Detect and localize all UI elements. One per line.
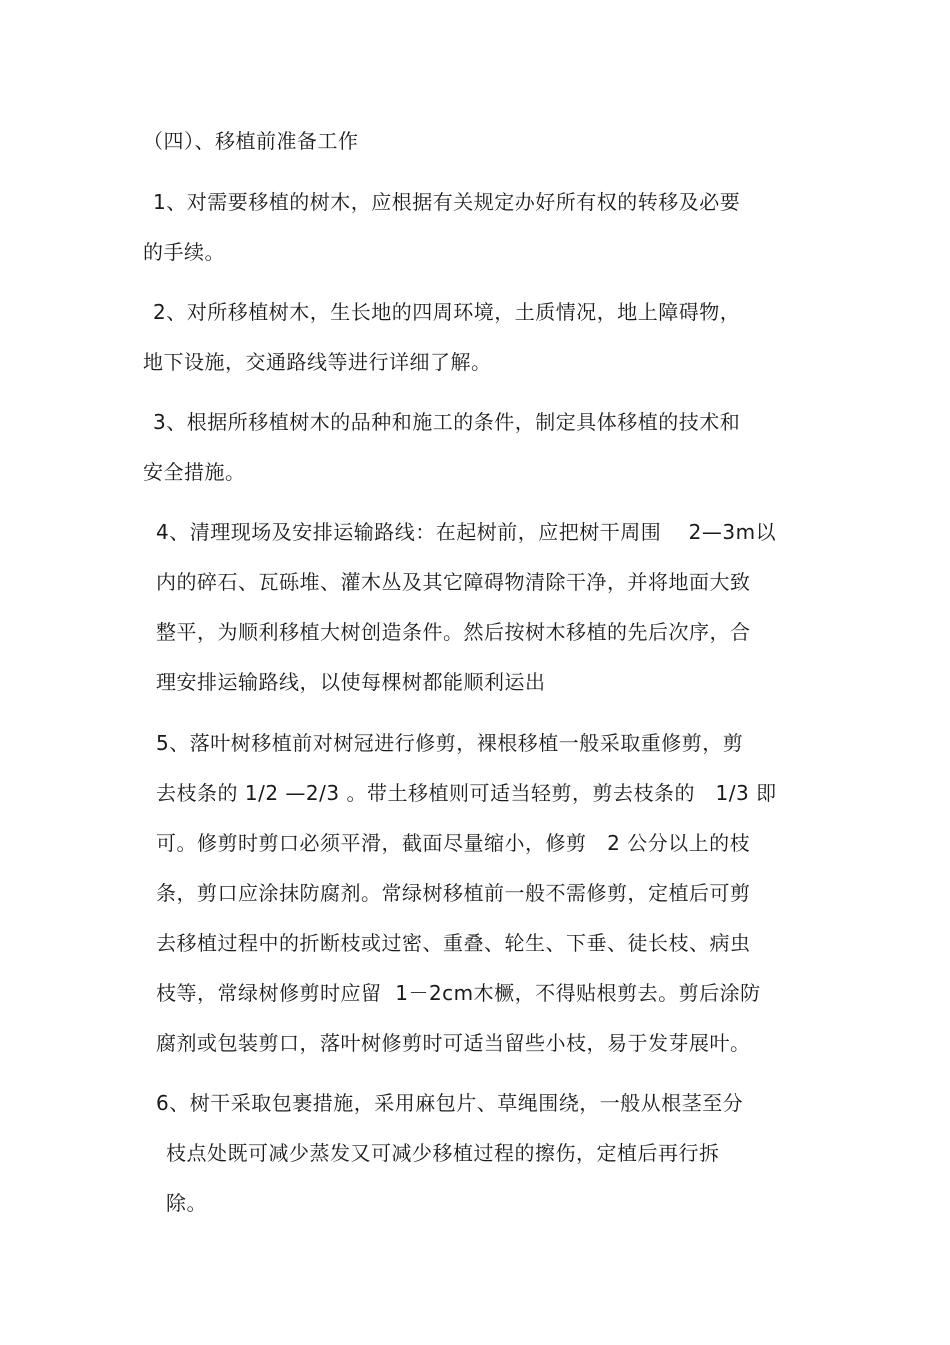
item-4-line-2: 内的碎石、瓦砾堆、灌木丛及其它障碍物清除干净，并将地面大致 bbox=[156, 570, 751, 594]
item-2-line-1: 2、对所移植树木，生长地的四周环境，土质情况，地上障碍物， bbox=[153, 300, 741, 324]
item-5-line-7: 腐剂或包装剪口，落叶树修剪时可适当留些小枝，易于发芽展叶。 bbox=[156, 1031, 751, 1055]
item-5-line-3: 可。修剪时剪口必须平滑，截面尽量缩小，修剪 2 公分以上的枝 bbox=[156, 831, 751, 855]
item-1-line-1: 1、对需要移植的树木，应根据有关规定办好所有权的转移及必要 bbox=[153, 190, 741, 214]
item-2-line-2: 地下设施，交通路线等进行详细了解。 bbox=[143, 350, 492, 374]
item-6-line-2: 枝点处既可减少蒸发又可减少移植过程的擦伤，定植后再行拆 bbox=[166, 1141, 720, 1165]
item-4-line-1: 4、清理现场及安排运输路线：在起树前，应把树干周围 2—3m以 bbox=[156, 520, 777, 544]
item-6-line-3: 除。 bbox=[166, 1191, 207, 1215]
item-5-line-5: 去移植过程中的折断枝或过密、重叠、轮生、下垂、徒长枝、病虫 bbox=[156, 931, 751, 955]
item-5-line-6: 枝等，常绿树修剪时应留 1－2cm木橛，不得贴根剪去。剪后涂防 bbox=[156, 981, 761, 1005]
item-5-line-2: 去枝条的 1/2 —2/3 。带土移植则可适当轻剪，剪去枝条的 1/3 即 bbox=[156, 781, 777, 805]
item-3-line-1: 3、根据所移植树木的品种和施工的条件，制定具体移植的技术和 bbox=[153, 410, 741, 434]
item-5-line-1: 5、落叶树移植前对树冠进行修剪，裸根移植一般采取重修剪，剪 bbox=[156, 731, 744, 755]
item-4-line-3: 整平，为顺利移植大树创造条件。然后按树木移植的先后次序，合 bbox=[156, 620, 751, 644]
item-6-line-1: 6、树干采取包裹措施，采用麻包片、草绳围绕，一般从根茎至分 bbox=[156, 1091, 744, 1115]
section-heading: （四）、移植前准备工作 bbox=[143, 129, 359, 153]
item-3-line-2: 安全措施。 bbox=[143, 460, 246, 484]
item-1-line-2: 的手续。 bbox=[143, 240, 225, 264]
item-5-line-4: 条，剪口应涂抹防腐剂。常绿树移植前一般不需修剪，定植后可剪 bbox=[156, 881, 751, 905]
item-4-line-4: 理安排运输路线，以使每棵树都能顺利运出 bbox=[156, 670, 546, 694]
